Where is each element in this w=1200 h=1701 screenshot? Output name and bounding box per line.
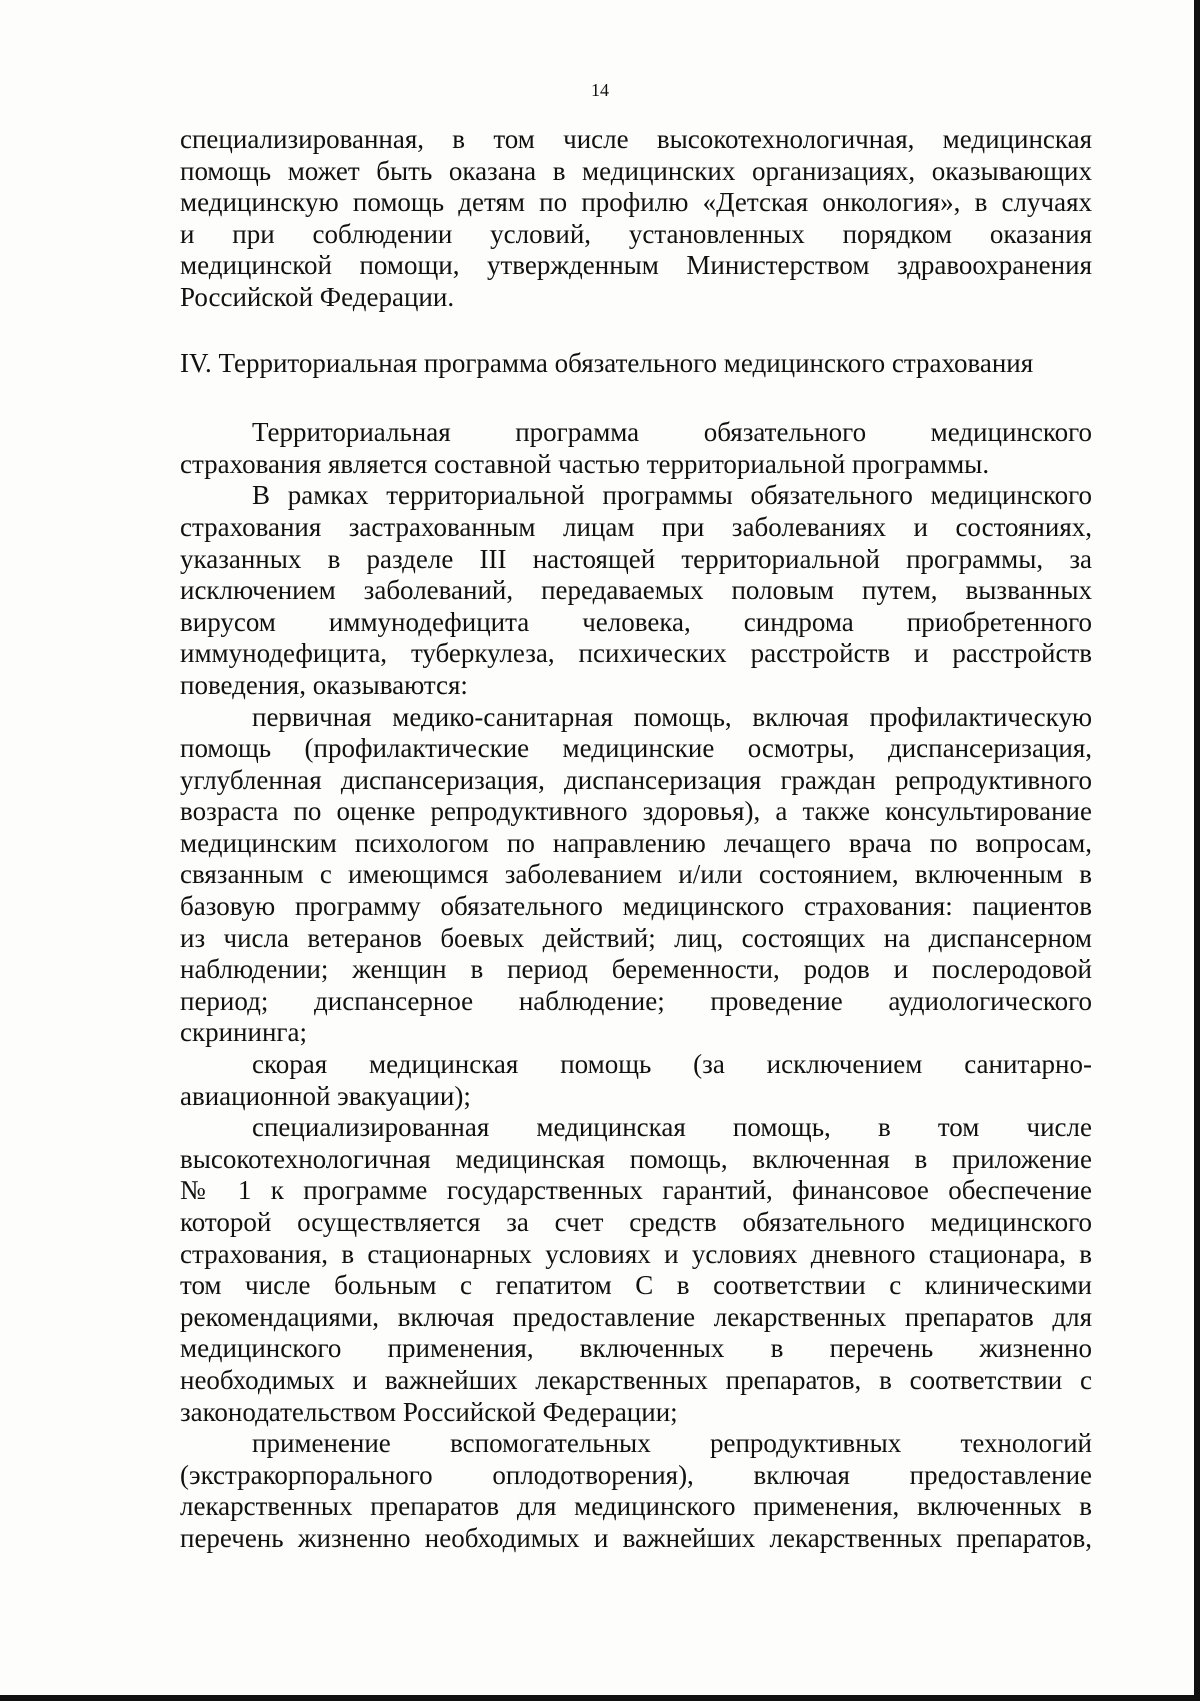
paragraph-1: [180, 417, 1092, 480]
text-line: применение вспомогательных репродуктивных технологий: [252, 1428, 1092, 1459]
text-line: помощь (профилактические медицинские осмотры, диспансеризация,: [180, 733, 1092, 764]
text-line: В рамках территориальной программы обязательного медицинского: [252, 480, 1092, 511]
paragraph-3: [180, 702, 1092, 1050]
text-line: первичная медико-санитарная помощь, включая профилактическую: [252, 701, 1092, 732]
text-line: период; диспансерное наблюдение; проведение аудиологического: [180, 985, 1092, 1016]
text-line: Российской Федерации.: [180, 281, 455, 312]
paragraph-2: [180, 480, 1092, 701]
document-body: [180, 124, 1092, 1555]
text-line: помощь может быть оказана в медицинских организациях, оказывающих: [180, 155, 1092, 186]
text-line: исключением заболеваний, передаваемых половым путем, вызванных: [180, 575, 1092, 606]
scan-border-right: [1194, 0, 1200, 1701]
text-line: страхования является составной частью территориальной программы.: [180, 448, 990, 479]
text-line: Территориальная программа обязательного медицинского: [252, 417, 1092, 448]
paragraph-6: [180, 1428, 1092, 1554]
text-line: иммунодефицита, туберкулеза, психических расстройств и расстройств: [180, 638, 1092, 669]
text-line: № 1 к программе государственных гарантий, финансовое обеспечение: [180, 1175, 1092, 1206]
text-line: базовую программу обязательного медицинского страхования: пациентов: [180, 891, 1092, 922]
text-line: страхования застрахованным лицам при заболеваниях и состояниях,: [180, 511, 1092, 542]
paragraph-4: [180, 1049, 1092, 1112]
paragraph-intro: [180, 124, 1092, 314]
text-line: высокотехнологичная медицинская помощь, включенная в приложение: [180, 1143, 1092, 1174]
section-title: IV. Территориальная программа обязательного медицинского страхования: [180, 347, 1034, 378]
text-line: возраста по оценке репродуктивного здоровья), а также консультирование: [180, 796, 1092, 827]
text-line: скорая медицинская помощь (за исключением санитарно-: [252, 1049, 1092, 1080]
text-line: страхования, в стационарных условиях и условиях дневного стационара, в: [180, 1238, 1092, 1269]
page-number: 14: [591, 80, 609, 100]
text-line: лекарственных препаратов для медицинского применения, включенных в: [180, 1491, 1092, 1522]
text-line: рекомендациями, включая предоставление лекарственных препаратов для: [180, 1301, 1092, 1332]
text-line: наблюдении; женщин в период беременности, родов и послеродовой: [180, 954, 1092, 985]
text-line: перечень жизненно необходимых и важнейших лекарственных препаратов,: [180, 1522, 1092, 1553]
text-line: том числе больным с гепатитом С в соответствии с клиническими: [180, 1270, 1092, 1301]
text-line: необходимых и важнейших лекарственных препаратов, в соответствии с: [180, 1364, 1092, 1395]
text-line: медицинской помощи, утвержденным Министерством здравоохранения: [180, 250, 1092, 281]
text-line: вирусом иммунодефицита человека, синдрома приобретенного: [180, 606, 1092, 637]
text-line: законодательством Российской Федерации;: [180, 1396, 678, 1427]
text-line: углубленная диспансеризация, диспансеризация граждан репродуктивного: [180, 764, 1092, 795]
text-line: медицинского применения, включенных в перечень жизненно: [180, 1333, 1092, 1364]
scan-border-bottom: [0, 1695, 1200, 1701]
text-line: специализированная, в том числе высокотехнологичная, медицинская: [180, 124, 1092, 154]
text-line: специализированная медицинская помощь, в том числе: [252, 1112, 1092, 1143]
text-line: связанным с имеющимся заболеванием и/или состоянием, включенным в: [180, 859, 1092, 890]
paragraph-5: [180, 1112, 1092, 1428]
text-line: авиационной эвакуации);: [180, 1080, 471, 1111]
text-line: скрининга;: [180, 1017, 307, 1048]
text-line: медицинскую помощь детям по профилю «Детская онкология», в случаях: [180, 187, 1092, 218]
text-line: и при соблюдении условий, установленных порядком оказания: [180, 218, 1092, 249]
text-line: указанных в разделе III настоящей территориальной программы, за: [180, 543, 1092, 574]
text-line: из числа ветеранов боевых действий; лиц, состоящих на диспансерном: [180, 922, 1092, 953]
text-line: (экстракорпорального оплодотворения), включая предоставление: [180, 1459, 1092, 1490]
text-line: медицинским психологом по направлению лечащего врача по вопросам,: [180, 827, 1092, 858]
text-line: поведения, оказываются:: [180, 669, 468, 700]
text-line: которой осуществляется за счет средств обязательного медицинского: [180, 1207, 1092, 1237]
